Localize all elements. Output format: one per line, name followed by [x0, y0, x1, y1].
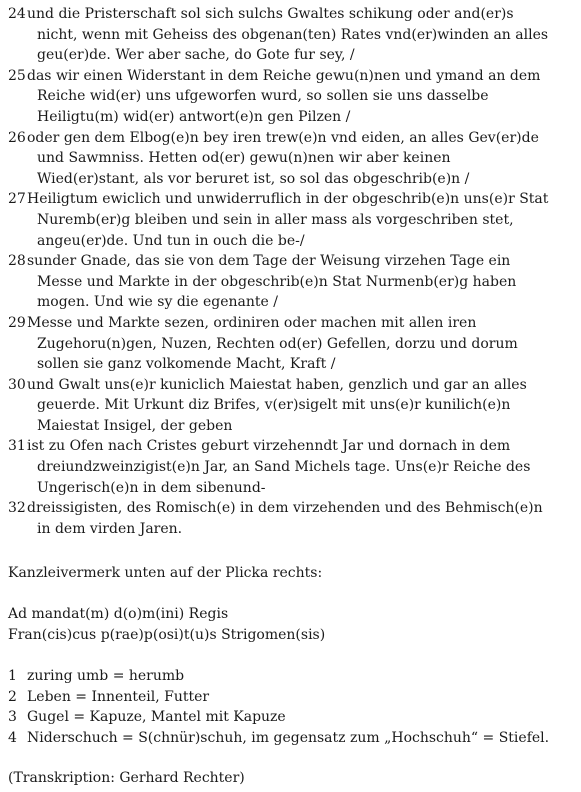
transcription-line-26 — [8, 128, 573, 190]
line-number: 31 — [8, 438, 26, 455]
line-text: dreissigisten, des Romisch(e) in dem virzehenden und des Behmisch(e)n — [27, 500, 543, 517]
line-text: Messe und Markte sezen, ordiniren oder machen mit allen iren — [27, 314, 477, 331]
line-text: oder gen dem Elbog(e)n bey iren trew(e)n vnd eiden, an alles Gev(er)de — [27, 129, 539, 146]
line-text: und Gwalt uns(e)r kuniclich Maiestat haben, genzlich und gar an alles — [27, 376, 527, 393]
line-continuation: und Sawmniss. Hetten od(er) gewu(n)nen wir aber keinen — [37, 150, 451, 167]
kanzlei-heading: Kanzleivermerk unten auf der Plicka rechts: — [8, 565, 323, 582]
line-continuation: Ungerisch(e)n in dem sibenund- — [37, 479, 266, 496]
line-continuation: mogen. Und wie sy die egenante / — [37, 294, 279, 311]
line-text: ist zu Ofen nach Cristes geburt virzehenndt Jar und dornach in dem — [27, 438, 511, 455]
line-number: 26 — [8, 129, 26, 146]
line-number: 30 — [8, 376, 26, 393]
footnote-3 — [8, 707, 573, 728]
line-text: das wir einen Widerstant in dem Reiche gewu(n)nen und ymand an dem — [27, 67, 541, 84]
line-continuation: geuerde. Mit Urkunt diz Brifes, v(er)sigelt mit uns(e)r kunilich(e)n — [37, 397, 511, 414]
transcription-credit: (Transkription: Gerhard Rechter) — [8, 770, 245, 787]
footnote-4 — [8, 728, 573, 749]
line-continuation: Maiestat Insigel, der geben — [37, 417, 233, 434]
footnote-2 — [8, 687, 573, 708]
line-number: 25 — [8, 67, 26, 84]
footnote-number: 2 — [8, 688, 17, 705]
kanzlei-line: Ad mandat(m) d(o)m(ini) Regis — [8, 606, 229, 623]
transcription-line-25 — [8, 66, 573, 128]
line-continuation: Heiligtu(m) wid(er) antwort(e)n gen Pilzen / — [37, 108, 351, 125]
line-number: 29 — [8, 314, 26, 331]
line-number: 32 — [8, 500, 26, 517]
footnotes — [8, 666, 573, 748]
line-text: und die Pristerschaft sol sich sulchs Gwaltes schikung oder and(er)s — [27, 6, 514, 22]
footnote-number: 3 — [8, 709, 17, 726]
line-text: Heiligtum ewiclich und unwiderruflich in der obgeschrib(e)n uns(e)r Stat — [27, 191, 549, 208]
footnote-number: 4 — [8, 729, 17, 746]
line-number: 28 — [8, 253, 26, 270]
footnote-text: Niderschuch = S(chnür)schuh, im gegensatz zum „Hochschuh“ = Stiefel. — [27, 729, 550, 746]
spacer — [8, 748, 573, 768]
line-continuation: Wied(er)stant, als vor beruret ist, so sol das obgeschrib(e)n / — [37, 170, 470, 187]
footnote-1 — [8, 666, 573, 687]
transcription-line-31 — [8, 436, 573, 498]
kanzlei-line: Fran(cis)cus p(rae)p(osi)t(u)s Strigomen(sis) — [8, 627, 326, 644]
line-continuation: Reiche wid(er) uns ufgeworfen wurd, so sollen sie uns dasselbe — [37, 88, 489, 105]
line-continuation: sollen sie ganz volkomende Macht, Kraft / — [37, 356, 336, 373]
spacer — [8, 539, 573, 563]
spacer — [8, 646, 573, 666]
line-continuation: Messe und Markte in der obgeschrib(e)n Stat Nurmenb(er)g haben — [37, 273, 517, 290]
line-number: 27 — [8, 191, 26, 208]
line-continuation: angeu(er)de. Und tun in ouch die be-/ — [37, 232, 305, 249]
line-text: sunder Gnade, das sie von dem Tage der Weisung virzehen Tage ein — [27, 253, 511, 270]
footnote-number: 1 — [8, 668, 17, 685]
line-continuation: Nuremb(er)g bleiben und sein in aller mass als vorgeschriben stet, — [37, 211, 514, 228]
line-continuation: Zugehoru(n)gen, Nuzen, Rechten od(er) Gefellen, dorzu und dorum — [37, 335, 518, 352]
transcription-line-27 — [8, 189, 573, 251]
line-continuation: nicht, wenn mit Geheiss des obgenan(ten) Rates vnd(er)winden an alles — [37, 26, 549, 43]
line-continuation: geu(er)de. Wer aber sache, do Gote fur sey, / — [37, 47, 355, 64]
footnote-text: Leben = Innenteil, Futter — [27, 688, 210, 705]
spacer — [8, 584, 573, 604]
line-continuation: dreiundzweinzigist(e)n Jar, an Sand Michels tage. Uns(e)r Reiche des — [37, 459, 531, 476]
transcription-line-28 — [8, 251, 573, 313]
line-continuation: in dem virden Jaren. — [37, 520, 183, 537]
transcription-line-30 — [8, 375, 573, 437]
transcription-line-32 — [8, 498, 573, 539]
transcription-line-24 — [8, 4, 573, 66]
transcription-line-29 — [8, 313, 573, 375]
footnote-text: zuring umb = herumb — [27, 668, 185, 685]
footnote-text: Gugel = Kapuze, Mantel mit Kapuze — [27, 709, 286, 726]
transcription-lines — [8, 4, 573, 539]
line-number: 24 — [8, 6, 26, 22]
